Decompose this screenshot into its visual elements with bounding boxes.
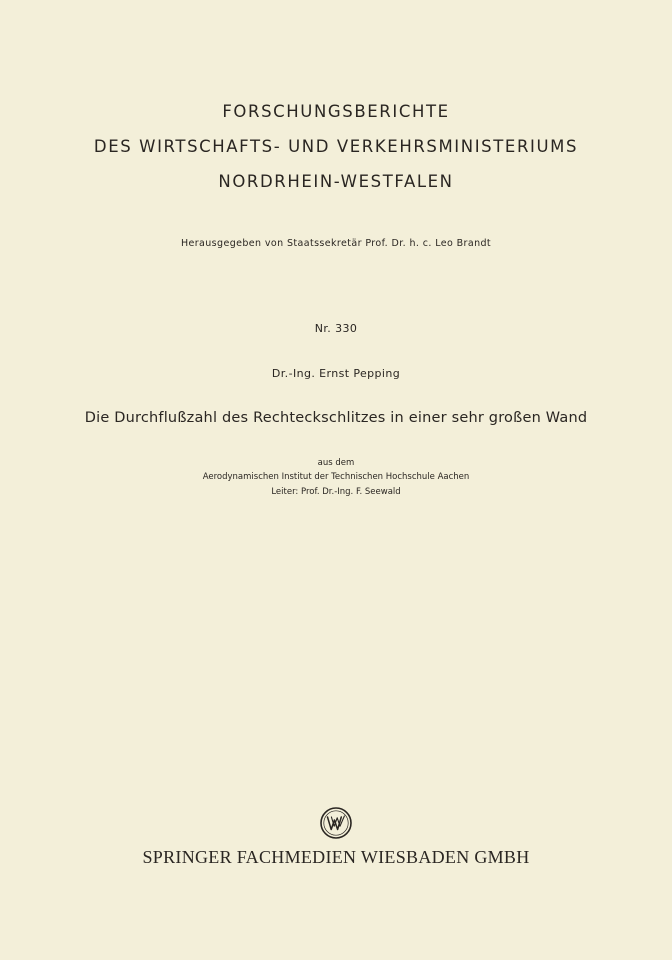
issue-number: Nr. 330 xyxy=(314,322,358,335)
publisher-name: SPRINGER FACHMEDIEN WIESBADEN GMBH xyxy=(142,847,530,867)
series-title-line-1: FORSCHUNGSBERICHTE xyxy=(222,102,450,121)
origin-institute: Aerodynamischen Institut der Technischen Hochschule Aachen xyxy=(202,472,470,482)
origin-from-label: aus dem xyxy=(317,458,355,468)
series-title-line-2: DES WIRTSCHAFTS- UND VERKEHRSMINISTERIUMS xyxy=(93,137,579,156)
editor-line: Herausgegeben von Staatssekretär Prof. Dr. h. c. Leo Brandt xyxy=(180,238,492,249)
series-title-line-3: NORDRHEIN-WESTFALEN xyxy=(218,172,454,191)
springer-fachmedien-logo-icon xyxy=(319,806,353,840)
book-title: Die Durchflußzahl des Rechteckschlitzes in einer sehr großen Wand xyxy=(84,410,588,426)
author-name: Dr.-Ing. Ernst Pepping xyxy=(271,367,401,380)
origin-head: Leiter: Prof. Dr.-Ing. F. Seewald xyxy=(271,487,401,497)
